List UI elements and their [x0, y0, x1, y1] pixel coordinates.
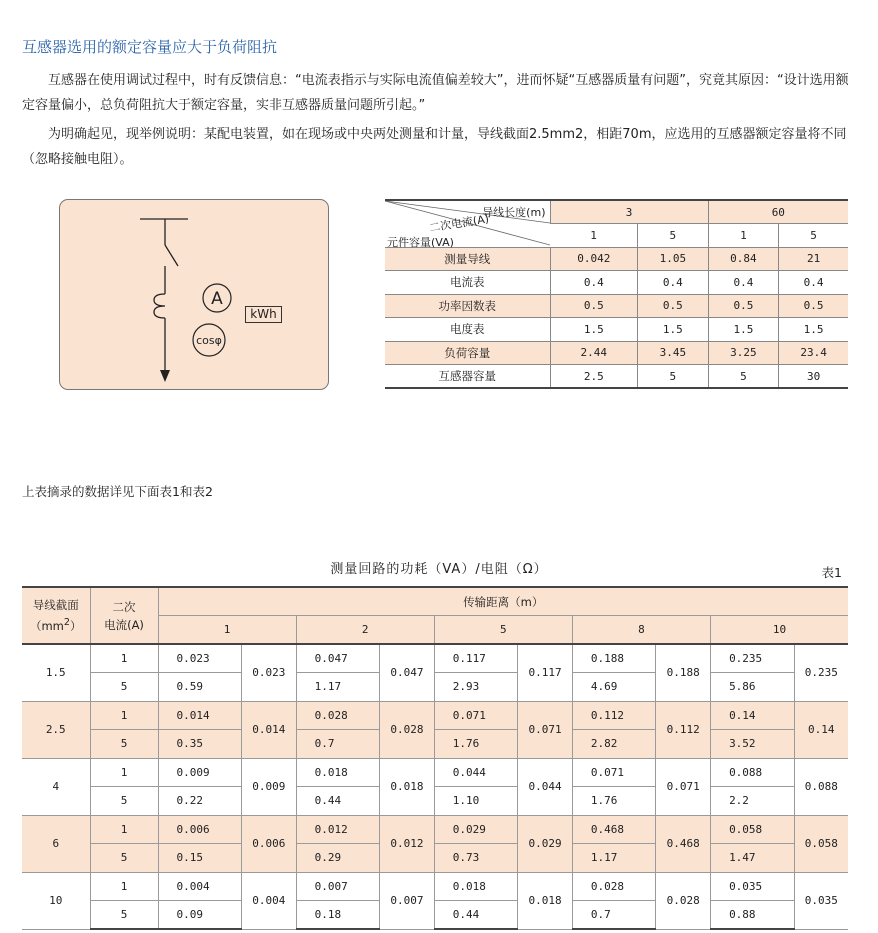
ammeter-symbol: A: [211, 289, 223, 309]
resistance-cell: 0.088: [794, 758, 848, 815]
table-row: [385, 341, 848, 365]
power-loss-cell: 0.09: [158, 901, 241, 930]
power-loss-cell: 1.76: [572, 787, 655, 816]
resistance-cell: 0.468: [656, 815, 711, 872]
value-cell: 1.05: [638, 247, 709, 271]
power-loss-cell: 0.112: [572, 701, 655, 730]
distance-value-header: 1: [158, 616, 296, 645]
power-loss-cell: 0.73: [434, 844, 517, 873]
table-row: [22, 673, 848, 702]
section-unit-post: ）: [70, 618, 82, 633]
power-loss-cell: 0.88: [711, 901, 794, 930]
resistance-cell: 0.14: [794, 701, 848, 758]
value-cell: 0.4: [550, 271, 638, 295]
value-cell: 0.4: [708, 271, 779, 295]
power-loss-cell: 0.071: [572, 758, 655, 787]
resistance-cell: 0.035: [794, 872, 848, 929]
resistance-cell: 0.009: [241, 758, 296, 815]
distance-header: 传输距离（m）: [158, 587, 848, 616]
power-loss-cell: 0.59: [158, 673, 241, 702]
power-loss-cell: 0.058: [711, 815, 794, 844]
power-loss-cell: 0.188: [572, 644, 655, 673]
value-cell: 0.5: [638, 294, 709, 318]
power-loss-cell: 5.86: [711, 673, 794, 702]
distance-value-header: 2: [296, 616, 434, 645]
table-row: [385, 294, 848, 318]
table-row: [22, 815, 848, 844]
current-cell: 1: [90, 758, 158, 787]
resistance-cell: 0.028: [380, 701, 435, 758]
power-loss-cell: 0.071: [434, 701, 517, 730]
current-cell: 5: [90, 901, 158, 930]
table-row: [22, 787, 848, 816]
resistance-cell: 0.112: [656, 701, 711, 758]
power-loss-cell: 0.15: [158, 844, 241, 873]
current-cell: 1: [90, 701, 158, 730]
value-cell: 1.5: [550, 318, 638, 342]
length-header: 60: [708, 200, 848, 224]
section-header-label: 导线截面: [32, 598, 79, 613]
value-cell: 2.44: [550, 341, 638, 365]
value-cell: 1.5: [638, 318, 709, 342]
power-loss-cell: 0.014: [158, 701, 241, 730]
power-loss-cell: 0.018: [434, 872, 517, 901]
resistance-cell: 0.007: [380, 872, 435, 929]
table-row: [385, 318, 848, 342]
value-cell: 1.5: [779, 318, 848, 342]
power-loss-cell: 0.028: [572, 872, 655, 901]
corner-length-label: 导线长度(m): [482, 206, 546, 219]
power-loss-cell: 0.044: [434, 758, 517, 787]
distance-value-header: 5: [434, 616, 572, 645]
power-loss-cell: 0.117: [434, 644, 517, 673]
resistance-cell: 0.012: [380, 815, 435, 872]
power-loss-cell: 2.82: [572, 730, 655, 759]
current-header-line1: 二次: [112, 599, 136, 614]
value-cell: 5: [638, 365, 709, 389]
power-loss-cell: 0.023: [158, 644, 241, 673]
power-loss-cell: 0.22: [158, 787, 241, 816]
resistance-cell: 0.044: [518, 758, 573, 815]
power-loss-cell: 0.7: [572, 901, 655, 930]
current-header: 1: [550, 224, 638, 248]
intro-paragraph: 互感器在使用调试过程中，时有反馈信息：“电流表指示与实际电流值偏差较大”，进而怀疑“互感器质量有问题”，究竟其原因：“设计选用额定容量偏小，总负荷阻抗大于额定容量，实非互感器质量问题所引起。”: [22, 73, 849, 113]
current-cell: 5: [90, 787, 158, 816]
power-loss-cell: 0.7: [296, 730, 379, 759]
current-header: 5: [638, 224, 709, 248]
row-label: 电流表: [385, 271, 550, 295]
section-cell: 10: [22, 872, 90, 929]
current-header: 5: [779, 224, 848, 248]
table-row: [22, 701, 848, 730]
power-factor-symbol: cosφ: [196, 334, 222, 347]
power-loss-cell: 0.468: [572, 815, 655, 844]
value-cell: 0.5: [550, 294, 638, 318]
section-unit-sup: 2: [63, 617, 70, 629]
resistance-cell: 0.047: [380, 644, 435, 701]
resistance-cell: 0.018: [518, 872, 573, 929]
current-header: [90, 587, 158, 644]
current-cell: 5: [90, 844, 158, 873]
current-header-line2: 电流(A): [104, 617, 144, 632]
component-capacity-table: [385, 199, 848, 389]
page-title: 互感器选用的额定容量应大于负荷阻抗: [22, 38, 278, 56]
power-loss-cell: 0.088: [711, 758, 794, 787]
corner-capacity-label: 元件容量(VA): [387, 236, 454, 249]
value-cell: 0.5: [708, 294, 779, 318]
resistance-cell: 0.006: [241, 815, 296, 872]
power-loss-cell: 0.018: [296, 758, 379, 787]
resistance-cell: 0.058: [794, 815, 848, 872]
power-loss-cell: 0.006: [158, 815, 241, 844]
power-loss-cell: 0.35: [158, 730, 241, 759]
power-loss-cell: 1.17: [296, 673, 379, 702]
note-text: 上表摘录的数据详见下面表1和表2: [22, 484, 213, 499]
power-loss-cell: 0.29: [296, 844, 379, 873]
table-row: [385, 247, 848, 271]
distance-value-header: 8: [572, 616, 710, 645]
resistance-cell: 0.018: [380, 758, 435, 815]
section-unit-pre: （mm: [29, 618, 64, 633]
value-cell: 0.042: [550, 247, 638, 271]
section-cell: 1.5: [22, 644, 90, 701]
power-loss-table: [22, 586, 848, 930]
current-header: 1: [708, 224, 779, 248]
power-loss-cell: 1.47: [711, 844, 794, 873]
table-row: [385, 271, 848, 295]
current-cell: 1: [90, 872, 158, 901]
power-loss-cell: 0.047: [296, 644, 379, 673]
power-loss-cell: 0.012: [296, 815, 379, 844]
value-cell: 1.5: [708, 318, 779, 342]
value-cell: 23.4: [779, 341, 848, 365]
resistance-cell: 0.071: [656, 758, 711, 815]
power-loss-cell: 0.004: [158, 872, 241, 901]
power-loss-cell: 0.009: [158, 758, 241, 787]
kwh-meter-label: kWh: [245, 306, 282, 323]
table1-title: 测量回路的功耗（VA）/电阻（Ω）: [330, 562, 548, 577]
resistance-cell: 0.029: [518, 815, 573, 872]
power-loss-cell: 0.44: [296, 787, 379, 816]
corner-current-label: 二次电流(A): [428, 212, 490, 235]
row-label: 功率因数表: [385, 294, 550, 318]
power-loss-cell: 0.14: [711, 701, 794, 730]
current-cell: 5: [90, 673, 158, 702]
resistance-cell: 0.188: [656, 644, 711, 701]
value-cell: 5: [708, 365, 779, 389]
value-cell: 0.84: [708, 247, 779, 271]
section-cell: 4: [22, 758, 90, 815]
table1-label: 表1: [821, 565, 842, 580]
distance-value-header: 10: [711, 616, 848, 645]
value-cell: 0.4: [638, 271, 709, 295]
value-cell: 3.45: [638, 341, 709, 365]
power-loss-cell: 0.029: [434, 815, 517, 844]
table-row: [385, 365, 848, 389]
resistance-cell: 0.071: [518, 701, 573, 758]
section-cell: 2.5: [22, 701, 90, 758]
table-corner-header: [385, 200, 550, 247]
circuit-diagram: [59, 199, 329, 390]
length-header: 3: [550, 200, 708, 224]
power-loss-cell: 2.2: [711, 787, 794, 816]
power-loss-cell: 3.52: [711, 730, 794, 759]
value-cell: 21: [779, 247, 848, 271]
power-loss-cell: 0.028: [296, 701, 379, 730]
resistance-cell: 0.004: [241, 872, 296, 929]
resistance-cell: 0.023: [241, 644, 296, 701]
value-cell: 2.5: [550, 365, 638, 389]
row-label: 电度表: [385, 318, 550, 342]
table-row: [22, 901, 848, 930]
circuit-drawing: [60, 200, 330, 391]
value-cell: 0.5: [779, 294, 848, 318]
power-loss-cell: 1.76: [434, 730, 517, 759]
current-cell: 1: [90, 815, 158, 844]
value-cell: 30: [779, 365, 848, 389]
example-paragraph: 为明确起见，现举例说明：某配电装置，如在现场或中央两处测量和计量，导线截面2.5mm2，相距70m，应选用的互感器额定容量将不同（忽略接触电阻）。: [22, 127, 847, 167]
table-row: [22, 758, 848, 787]
resistance-cell: 0.235: [794, 644, 848, 701]
power-loss-cell: 1.10: [434, 787, 517, 816]
row-label: 测量导线: [385, 247, 550, 271]
value-cell: 0.4: [779, 271, 848, 295]
row-label: 互感器容量: [385, 365, 550, 389]
table-row: [22, 644, 848, 673]
table-row: [22, 872, 848, 901]
current-cell: 1: [90, 644, 158, 673]
resistance-cell: 0.028: [656, 872, 711, 929]
power-loss-cell: 0.44: [434, 901, 517, 930]
section-unit: [30, 619, 82, 633]
power-loss-cell: 4.69: [572, 673, 655, 702]
row-label: 负荷容量: [385, 341, 550, 365]
section-cell: 6: [22, 815, 90, 872]
table-row: [22, 730, 848, 759]
power-loss-cell: 2.93: [434, 673, 517, 702]
section-header: [22, 587, 90, 644]
current-cell: 5: [90, 730, 158, 759]
resistance-cell: 0.014: [241, 701, 296, 758]
power-loss-cell: 0.235: [711, 644, 794, 673]
power-loss-cell: 1.17: [572, 844, 655, 873]
table-row: [22, 844, 848, 873]
power-loss-cell: 0.18: [296, 901, 379, 930]
power-loss-cell: 0.007: [296, 872, 379, 901]
resistance-cell: 0.117: [518, 644, 573, 701]
power-loss-cell: 0.035: [711, 872, 794, 901]
value-cell: 3.25: [708, 341, 779, 365]
